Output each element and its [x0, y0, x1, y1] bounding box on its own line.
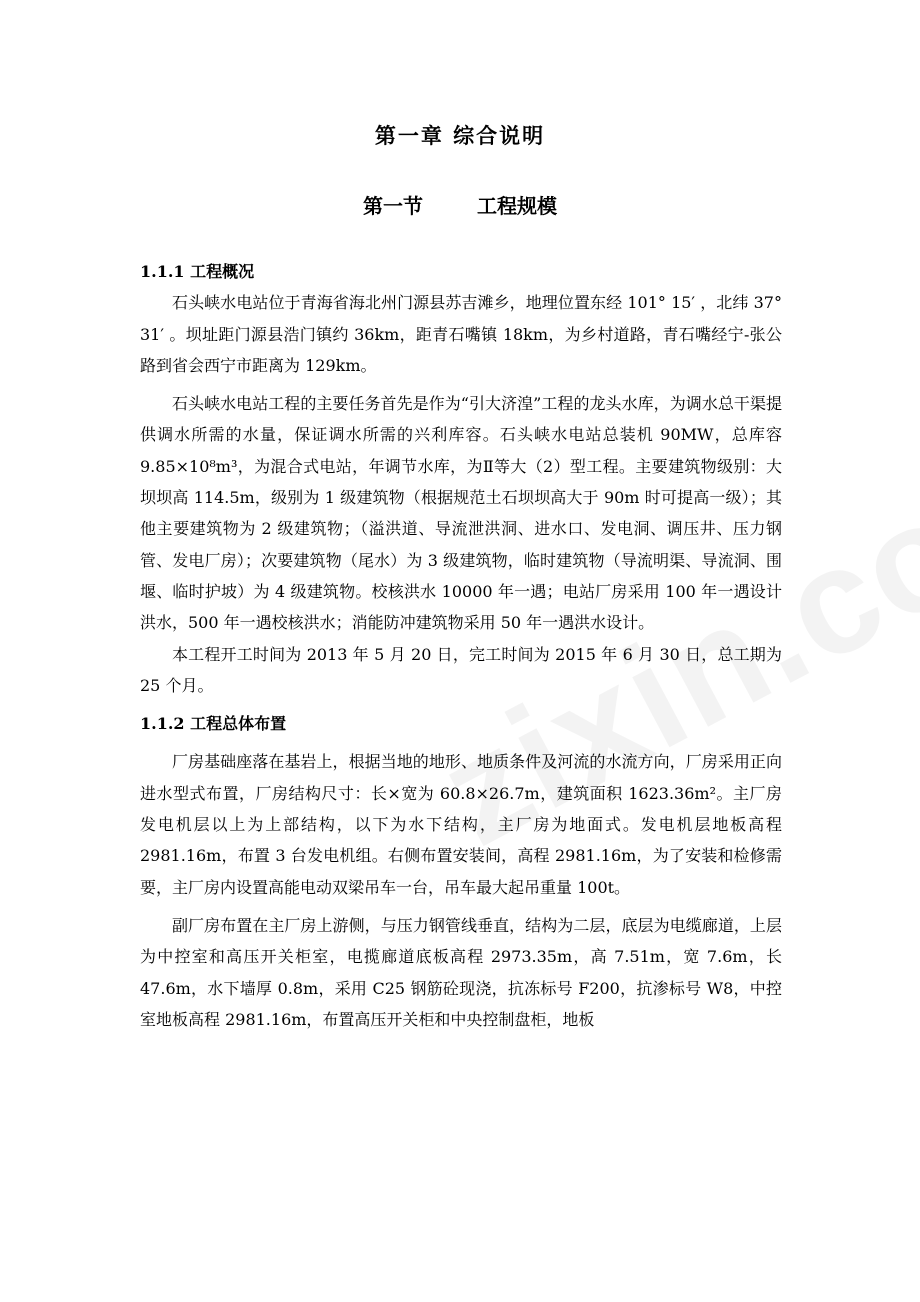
- subsection-heading-overview: 1.1.1 工程概况: [140, 262, 255, 281]
- document-body: [140, 256, 782, 1035]
- section-heading: [0, 190, 920, 219]
- paragraph: 本工程开工时间为 2013 年 5 月 20 日，完工时间为 2015 年 6 月 30 日，总工期为 25 个月。: [140, 644, 782, 695]
- section-label: 第一节: [363, 194, 423, 218]
- paragraph: 厂房基础座落在基岩上，根据当地的地形、地质条件及河流的水流方向，厂房采用正向进水型式布置，厂房结构尺寸：长×宽为 60.8×26.7m，建筑面积 1623.36m²。主厂房发电机层以上为上部结构，以下为水下结构，主厂房为地面式。发电机层地板高程 2981.16m，布置 3 台发电机组。右侧布置安装间，高程 2981.16m，为了安装和检修需要，主厂房内设置高能电动双梁吊车一台，吊车最大起吊重量 100t。: [140, 752, 782, 897]
- paragraph: 石头峡水电站工程的主要任务首先是作为“引大济湟”工程的龙头水库，为调水总干渠提供调水所需的水量，保证调水所需的兴利库容。石头峡水电站总装机 90MW，总库容 9.85×10⁸m³，为混合式电站，年调节水库，为Ⅱ等大（2）型工程。主要建筑物级别：大坝坝高 114.5m，级别为 1 级建筑物（根据规范土石坝坝高大于 90m 时可提高一级）；其他主要建筑物为 2 级建筑物；（溢洪道、导流泄洪洞、进水口、发电洞、调压井、压力钢管、发电厂房）；次要建筑物（尾水）为 3 级建筑物，临时建筑物（导流明渠、导流洞、围堰、临时护坡）为 4 级建筑物。校核洪水 10000 年一遇；电站厂房采用 100 年一遇设计洪水，500 年一遇校核洪水；消能防冲建筑物采用 50 年一遇洪水设计。: [140, 394, 782, 633]
- section-title: 工程规模: [477, 194, 557, 218]
- subsection-heading-layout: 1.1.2 工程总体布置: [140, 714, 287, 734]
- paragraph: 副厂房布置在主厂房上游侧，与压力钢管线垂直，结构为二层，底层为电缆廊道，上层为中控室和高压开关柜室，电揽廊道底板高程 2973.35m，高 7.51m，宽 7.6m，长 47.6m，水下墙厚 0.8m，采用 C25 钢筋砼现浇，抗冻标号 F200，抗渗标号 W8，中控室地板高程 2981.16m，布置高压开关柜和中央控制盘柜，地板: [140, 915, 782, 1029]
- paragraph: 石头峡水电站位于青海省海北州门源县苏吉滩乡，地理位置东经 101° 15′ ，北纬 37° 31′ 。坝址距门源县浩门镇约 36km，距青石嘴镇 18km，为乡村道路，青石嘴经宁-张公路到省会西宁市距离为 129km。: [140, 293, 782, 375]
- chapter-title: 第一章 综合说明: [374, 123, 546, 148]
